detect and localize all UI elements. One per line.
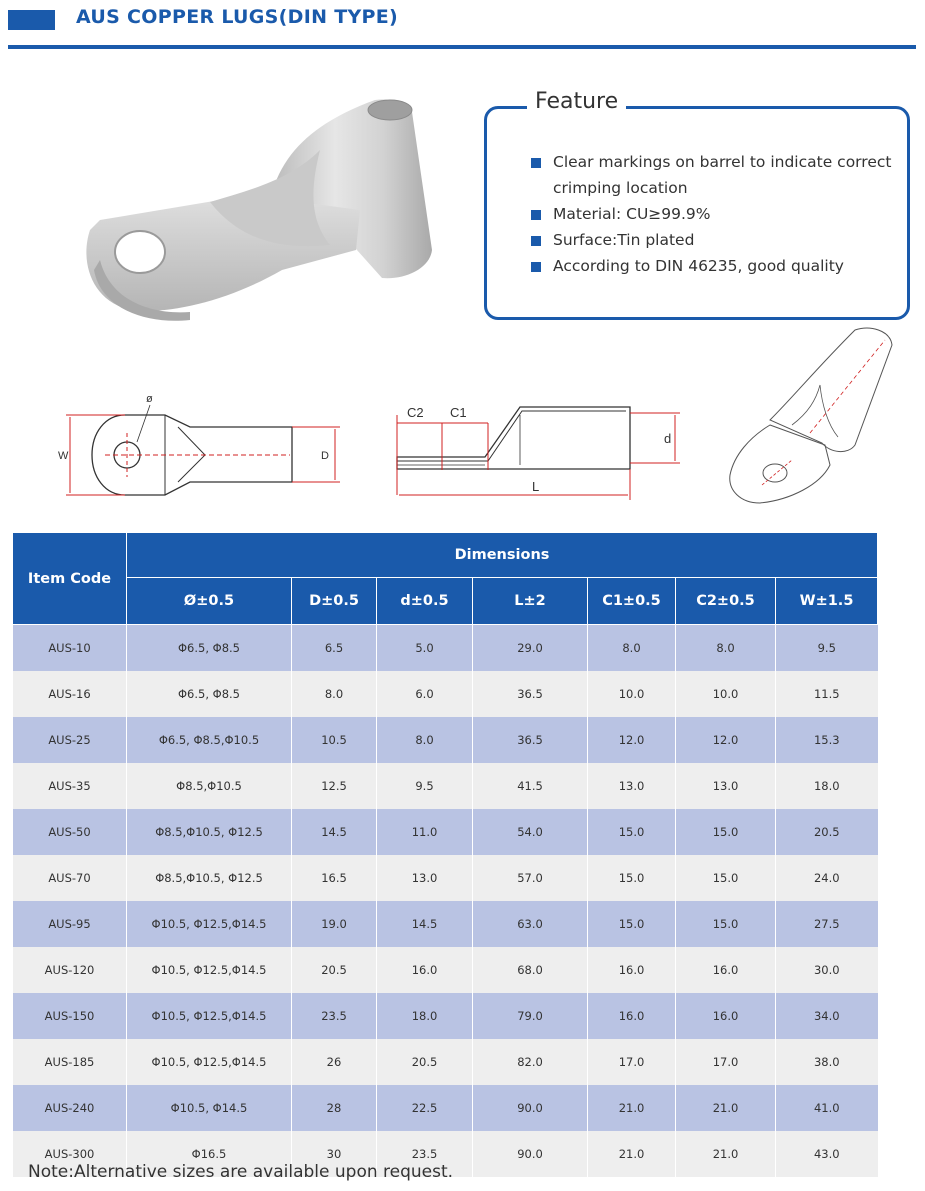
table-cell: 6.5 bbox=[292, 625, 377, 672]
table-cell: 21.0 bbox=[676, 1131, 776, 1177]
table-cell: 41.0 bbox=[776, 1085, 878, 1131]
product-photo bbox=[60, 90, 440, 330]
table-cell: 15.0 bbox=[588, 855, 676, 901]
table-cell: Φ10.5, Φ12.5,Φ14.5 bbox=[127, 901, 292, 947]
dimensions-header: Dimensions bbox=[127, 533, 878, 578]
table-cell: 11.5 bbox=[776, 671, 878, 717]
bullet-square-icon bbox=[531, 236, 541, 246]
table-cell: 16.0 bbox=[676, 993, 776, 1039]
table-cell: Φ10.5, Φ12.5,Φ14.5 bbox=[127, 947, 292, 993]
table-row bbox=[13, 671, 878, 717]
column-header: L±2 bbox=[473, 578, 588, 625]
table-row bbox=[13, 901, 878, 947]
table-cell: 23.5 bbox=[377, 1131, 473, 1177]
table-cell: 43.0 bbox=[776, 1131, 878, 1177]
table-cell: 17.0 bbox=[588, 1039, 676, 1085]
table-cell: 8.0 bbox=[377, 717, 473, 763]
table-cell: Φ8.5,Φ10.5, Φ12.5 bbox=[127, 855, 292, 901]
bullet-square-icon bbox=[531, 158, 541, 168]
table-row bbox=[13, 1085, 878, 1131]
table-cell: 10.5 bbox=[292, 717, 377, 763]
header-rule bbox=[8, 45, 916, 49]
table-cell: Φ8.5,Φ10.5, Φ12.5 bbox=[127, 809, 292, 855]
table-cell: Φ6.5, Φ8.5,Φ10.5 bbox=[127, 717, 292, 763]
table-row bbox=[13, 625, 878, 672]
table-cell: 68.0 bbox=[473, 947, 588, 993]
table-cell: 22.5 bbox=[377, 1085, 473, 1131]
table-cell: 9.5 bbox=[377, 763, 473, 809]
column-header: C2±0.5 bbox=[676, 578, 776, 625]
item-code-cell: AUS-120 bbox=[13, 947, 127, 993]
table-cell: 14.5 bbox=[377, 901, 473, 947]
table-body bbox=[13, 625, 878, 1178]
table-cell: Φ10.5, Φ12.5,Φ14.5 bbox=[127, 993, 292, 1039]
table-cell: 9.5 bbox=[776, 625, 878, 672]
item-code-cell: AUS-16 bbox=[13, 671, 127, 717]
feature-item-text: Material: CU≥99.9% bbox=[553, 205, 711, 223]
feature-item-text: Surface:Tin plated bbox=[553, 231, 695, 249]
table-cell: 16.0 bbox=[377, 947, 473, 993]
item-code-cell: AUS-10 bbox=[13, 625, 127, 672]
table-cell: 41.5 bbox=[473, 763, 588, 809]
diagram-label-phi: ø bbox=[146, 393, 153, 405]
table-cell: 29.0 bbox=[473, 625, 588, 672]
dimensions-table bbox=[12, 532, 878, 1177]
table-cell: 15.3 bbox=[776, 717, 878, 763]
column-header: d±0.5 bbox=[377, 578, 473, 625]
diagram-label-D: D bbox=[321, 450, 329, 462]
table-cell: 8.0 bbox=[588, 625, 676, 672]
table-cell: 16.5 bbox=[292, 855, 377, 901]
table-cell: 13.0 bbox=[676, 763, 776, 809]
table-cell: 8.0 bbox=[676, 625, 776, 672]
table-cell: 21.0 bbox=[676, 1085, 776, 1131]
table-cell: 54.0 bbox=[473, 809, 588, 855]
table-cell: 82.0 bbox=[473, 1039, 588, 1085]
table-row bbox=[13, 717, 878, 763]
feature-item bbox=[529, 227, 899, 253]
footnote: Note:Alternative sizes are available upon request. bbox=[28, 1162, 454, 1182]
page-title: AUS COPPER LUGS(DIN TYPE) bbox=[76, 6, 399, 28]
table-cell: 38.0 bbox=[776, 1039, 878, 1085]
top-view-diagram bbox=[50, 385, 350, 500]
table-cell: 23.5 bbox=[292, 993, 377, 1039]
table-cell: 63.0 bbox=[473, 901, 588, 947]
table-cell: 12.5 bbox=[292, 763, 377, 809]
table-cell: 15.0 bbox=[588, 901, 676, 947]
table-cell: 21.0 bbox=[588, 1085, 676, 1131]
item-code-cell: AUS-300 bbox=[13, 1131, 127, 1177]
bullet-square-icon bbox=[531, 210, 541, 220]
feature-box bbox=[484, 89, 910, 320]
item-code-cell: AUS-185 bbox=[13, 1039, 127, 1085]
table-cell: 27.5 bbox=[776, 901, 878, 947]
table-cell: 79.0 bbox=[473, 993, 588, 1039]
bullet-square-icon bbox=[531, 262, 541, 272]
header bbox=[0, 0, 925, 52]
table-cell: Φ10.5, Φ12.5,Φ14.5 bbox=[127, 1039, 292, 1085]
item-code-cell: AUS-25 bbox=[13, 717, 127, 763]
item-code-cell: AUS-50 bbox=[13, 809, 127, 855]
table-cell: 36.5 bbox=[473, 717, 588, 763]
table-row bbox=[13, 855, 878, 901]
table-cell: 24.0 bbox=[776, 855, 878, 901]
diagram-label-d: d bbox=[664, 431, 672, 446]
table-cell: 18.0 bbox=[776, 763, 878, 809]
header-accent-block bbox=[8, 10, 55, 30]
table-cell: 13.0 bbox=[377, 855, 473, 901]
isometric-diagram bbox=[720, 325, 920, 515]
table-row bbox=[13, 809, 878, 855]
table-cell: 19.0 bbox=[292, 901, 377, 947]
feature-item bbox=[529, 201, 899, 227]
table-cell: Φ10.5, Φ14.5 bbox=[127, 1085, 292, 1131]
table-cell: 26 bbox=[292, 1039, 377, 1085]
table-cell: 90.0 bbox=[473, 1131, 588, 1177]
diagram-label-w: W bbox=[58, 450, 69, 462]
column-header: C1±0.5 bbox=[588, 578, 676, 625]
feature-item-text: Clear markings on barrel to indicate correct crimping location bbox=[553, 153, 892, 197]
table-cell: 11.0 bbox=[377, 809, 473, 855]
table-cell: 5.0 bbox=[377, 625, 473, 672]
table-cell: 6.0 bbox=[377, 671, 473, 717]
item-code-cell: AUS-150 bbox=[13, 993, 127, 1039]
side-view-diagram bbox=[380, 395, 700, 510]
table-cell: 15.0 bbox=[588, 809, 676, 855]
table-row bbox=[13, 993, 878, 1039]
feature-list bbox=[529, 149, 899, 279]
item-code-cell: AUS-240 bbox=[13, 1085, 127, 1131]
table-cell: 16.0 bbox=[588, 947, 676, 993]
diagram-label-L: L bbox=[532, 479, 540, 494]
item-code-cell: AUS-70 bbox=[13, 855, 127, 901]
column-header: Ø±0.5 bbox=[127, 578, 292, 625]
table-cell: 20.5 bbox=[292, 947, 377, 993]
table-cell: 13.0 bbox=[588, 763, 676, 809]
table-row bbox=[13, 1039, 878, 1085]
feature-item bbox=[529, 253, 899, 279]
table-cell: 28 bbox=[292, 1085, 377, 1131]
table-cell: 30 bbox=[292, 1131, 377, 1177]
table-cell: 16.0 bbox=[676, 947, 776, 993]
table-cell: 14.5 bbox=[292, 809, 377, 855]
table-cell: 16.0 bbox=[588, 993, 676, 1039]
table-cell: 8.0 bbox=[292, 671, 377, 717]
table-cell: 34.0 bbox=[776, 993, 878, 1039]
table-cell: 20.5 bbox=[377, 1039, 473, 1085]
table-cell: 18.0 bbox=[377, 993, 473, 1039]
table-cell: 12.0 bbox=[676, 717, 776, 763]
table-row bbox=[13, 947, 878, 993]
item-code-cell: AUS-95 bbox=[13, 901, 127, 947]
diagram-label-c1: C1 bbox=[450, 405, 467, 420]
table-cell: Φ6.5, Φ8.5 bbox=[127, 671, 292, 717]
feature-item bbox=[529, 149, 899, 201]
feature-title: Feature bbox=[527, 89, 626, 114]
table-cell: 15.0 bbox=[676, 901, 776, 947]
table-cell: 10.0 bbox=[588, 671, 676, 717]
table-row bbox=[13, 763, 878, 809]
table-cell: 36.5 bbox=[473, 671, 588, 717]
table-cell: Φ6.5, Φ8.5 bbox=[127, 625, 292, 672]
item-code-cell: AUS-35 bbox=[13, 763, 127, 809]
table-cell: 57.0 bbox=[473, 855, 588, 901]
table-cell: 20.5 bbox=[776, 809, 878, 855]
table-cell: 10.0 bbox=[676, 671, 776, 717]
table-cell: 21.0 bbox=[588, 1131, 676, 1177]
table-cell: 30.0 bbox=[776, 947, 878, 993]
diagram-label-c2: C2 bbox=[407, 405, 424, 420]
table-cell: 12.0 bbox=[588, 717, 676, 763]
table-cell: 15.0 bbox=[676, 855, 776, 901]
table-cell: 15.0 bbox=[676, 809, 776, 855]
table-cell: 90.0 bbox=[473, 1085, 588, 1131]
table-cell: Φ8.5,Φ10.5 bbox=[127, 763, 292, 809]
column-header: D±0.5 bbox=[292, 578, 377, 625]
item-code-header: Item Code bbox=[13, 533, 127, 625]
table-cell: Φ16.5 bbox=[127, 1131, 292, 1177]
column-header: W±1.5 bbox=[776, 578, 878, 625]
feature-item-text: According to DIN 46235, good quality bbox=[553, 257, 844, 275]
table-cell: 17.0 bbox=[676, 1039, 776, 1085]
